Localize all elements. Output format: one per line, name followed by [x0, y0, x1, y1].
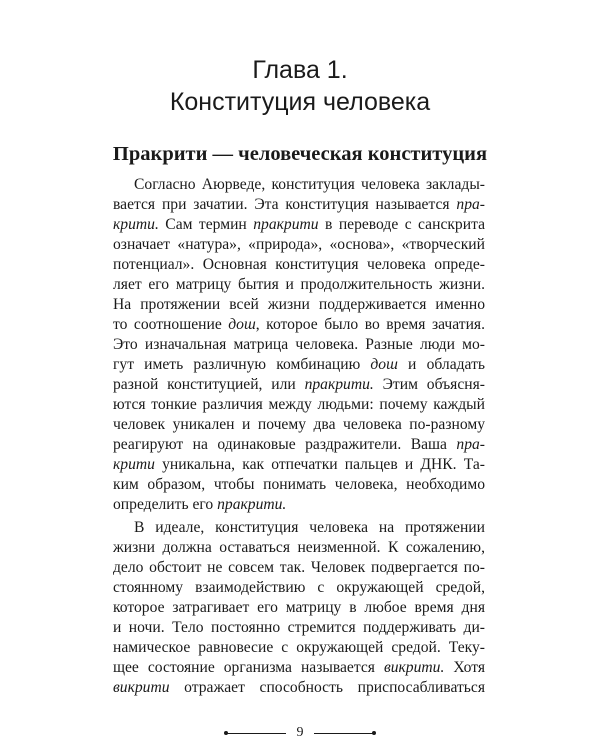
footer-dot-right: [372, 731, 376, 735]
chapter-number: Глава 1.: [252, 56, 348, 84]
paragraph-line: человек уникален и почему два человека по-разному: [113, 416, 485, 433]
paragraph-line: дело обстоит не совсем так. Человек подвергается по-: [113, 559, 485, 576]
paragraph-line: то соотношение дош, которое было во время зачатия.: [113, 316, 485, 333]
paragraph-line: и ночи. Тело постоянно стремится поддерживать ди-: [113, 619, 485, 636]
paragraph-line: Согласно Аюрведе, конституция человека заклады-: [134, 176, 485, 193]
paragraph-line: крити уникальна, как отпечатки пальцев и ДНК. Та-: [113, 456, 485, 473]
paragraph-line: Это изначальная матрица человека. Разные люди мо-: [113, 336, 485, 353]
paragraph-line: ются тонкие различия между людьми: почему каждый: [113, 396, 485, 413]
paragraph-line: разной конституцией, или пракрити. Этим объясня-: [113, 376, 485, 393]
paragraph-line: ляет его матрицу бытия и продолжительность жизни.: [113, 276, 485, 293]
paragraph-line: В идеале, конституция человека на протяжении: [134, 519, 485, 536]
footer-rule-right: [314, 733, 374, 734]
paragraph-line: викрити отражает способность приспосабливаться: [113, 679, 485, 696]
paragraph-line: означает «натура», «природа», «основа», «творческий: [113, 236, 485, 253]
paragraph-line: намическое равновесие с окружающей средой. Теку-: [113, 639, 485, 656]
section-heading: Пракрити — человеческая конституция: [112, 143, 488, 165]
paragraph-line: На протяжении всей жизни поддерживается именно: [113, 296, 485, 313]
page-number: 9: [296, 725, 304, 740]
paragraph-line: жизни должна оставаться неизменной. К сожалению,: [113, 539, 485, 556]
paragraph-line: гут иметь различную комбинацию дош и обладать: [113, 356, 485, 373]
paragraph-line: потенциал». Основная конституция человека опреде-: [113, 256, 485, 273]
paragraph-line: определить его пракрити.: [113, 496, 287, 513]
paragraph-line: крити. Сам термин пракрити в переводе с санскрита: [113, 216, 486, 233]
paragraph-line: стоянному взаимодействию с окружающей средой,: [113, 579, 485, 596]
paragraph-line: реагируют на одинаковые раздражители. Ваша пра-: [113, 436, 485, 453]
page-footer: [0, 724, 600, 744]
chapter-title: Конституция человека: [169, 88, 431, 116]
paragraph-line: щее состояние организма называется викрити. Хотя: [113, 659, 485, 676]
paragraph-line: которое затрагивает его матрицу в любое время дня: [113, 599, 485, 616]
paragraph-line: вается при зачатии. Эта конституция называется пра-: [113, 196, 485, 213]
paragraph-line: ким образом, чтобы понимать человека, необходимо: [113, 476, 485, 493]
